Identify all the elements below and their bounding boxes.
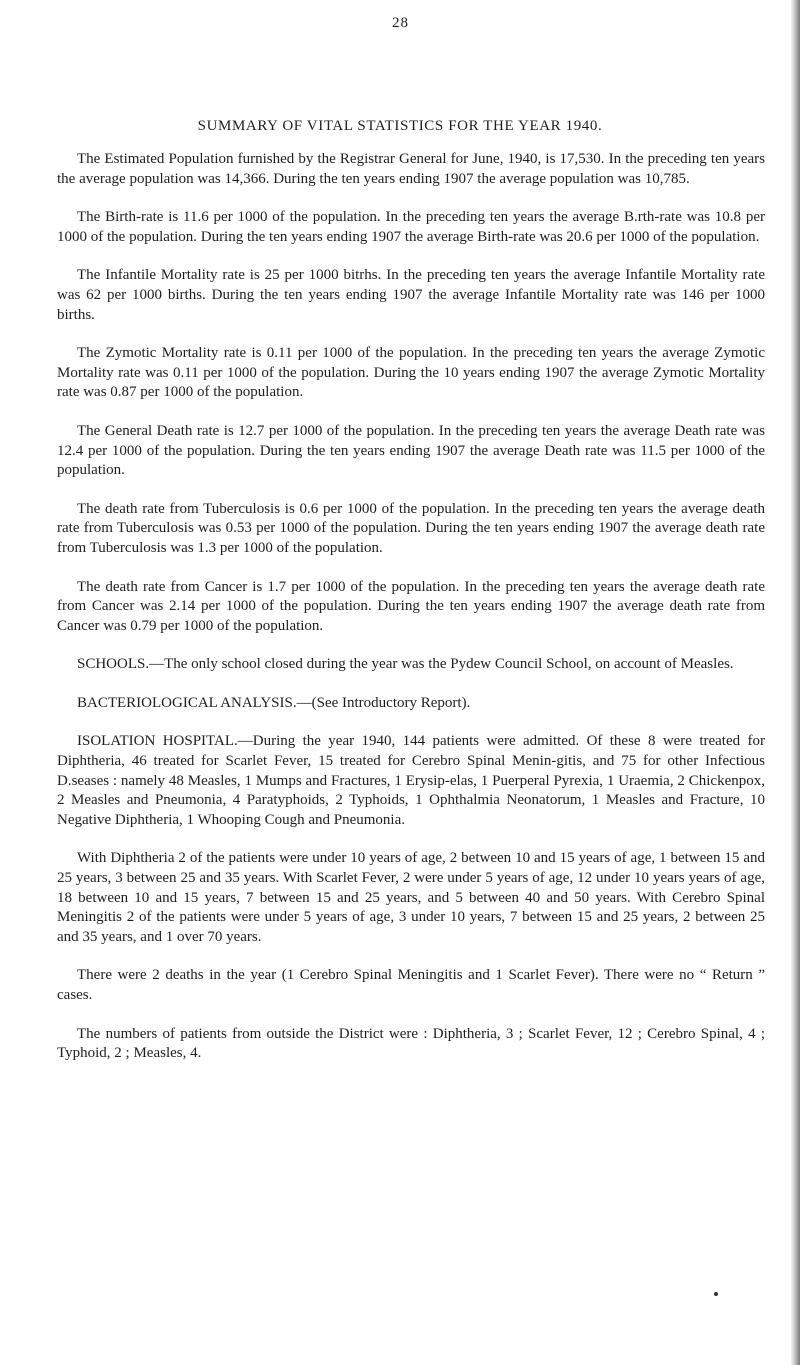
paragraph-isolation-hospital: ISOLATION HOSPITAL.—During the year 1940, 144 patients were admitted. Of these 8 were treated for Diphtheria, 46 treated for Scarlet Fever, 15 treated for Cerebro Spinal Menin-gitis, and 75 for other Infectious D.seases : namely 48 Measles, 1 Mumps and Fractures, 1 Erysip-elas, 1 Puerperal Pyrexia, 1 Uraemia, 2 Chickenpox, 2 Measles and Pneumonia, 4 Paratyphoids, 2 Typhoids, 1 Ophthalmia Neonatorum, 1 Measles and Fracture, 10 Negative Diphtheria, 1 Whooping Cough and Pneumonia. bbox=[57, 733, 765, 828]
paragraph-general-death-rate: The General Death rate is 12.7 per 1000 of the population. In the preceding ten years the average Death rate was 12.4 per 1000 of the population. During the ten years ending 1907 the average Death rate was 11.5 per 1000 of the population. bbox=[57, 422, 765, 479]
paragraph-cancer: The death rate from Cancer is 1.7 per 1000 of the population. In the preceding ten years the average death rate from Cancer was 2.14 per 1000 of the population. During the ten years ending 1907 the average death rate from Cancer was 0.79 per 1000 of the population. bbox=[57, 578, 765, 634]
stray-dot-mark bbox=[714, 1292, 718, 1296]
paragraph-deaths: There were 2 deaths in the year (1 Cerebro Spinal Meningitis and 1 Scarlet Fever). There were no “ Return ” cases. bbox=[57, 967, 765, 1003]
page-number: 28 bbox=[392, 15, 409, 31]
paragraph-tuberculosis: The death rate from Tuberculosis is 0.6 per 1000 of the population. In the preceding ten years the average death rate from Tuberculosis was 0.53 per 1000 of the population. During the ten years ending 1907 the average death rate from Tuberculosis was 1.3 per 1000 of the population. bbox=[57, 500, 765, 556]
page-title: SUMMARY OF VITAL STATISTICS FOR THE YEAR 1940. bbox=[197, 118, 603, 134]
paragraph-birth-rate: The Birth-rate is 11.6 per 1000 of the population. In the preceding ten years the average B.rth-rate was 10.8 per 1000 of the population. During the ten years ending 1907 the average Birth-rate was 20.6 per 1000 of the population. bbox=[57, 209, 765, 245]
paragraph-outside-patients: The numbers of patients from outside the District were : Diphtheria, 3 ; Scarlet Fever, 12 ; Cerebro Spinal, 4 ; Typhoid, 2 ; Measles, 4. bbox=[57, 1025, 765, 1062]
paragraph-infantile-mortality: The Infantile Mortality rate is 25 per 1000 bitrhs. In the preceding ten years the average Infantile Mortality rate was 62 per 1000 births. During the ten years ending 1907 the average Infantile Mortality rate was 146 per 1000 births. bbox=[57, 267, 765, 323]
page-edge-shadow bbox=[791, 0, 800, 1365]
body-text bbox=[57, 150, 765, 1083]
paragraph-zymotic-mortality: The Zymotic Mortality rate is 0.11 per 1000 of the population. In the preceding ten years the average Zymotic Mortality rate was 0.11 per 1000 of the population. During the 10 years ending 1907 the average Zymotic Mortality rate was 0.87 per 1000 of the population. bbox=[57, 345, 765, 401]
paragraph-bacteriological-analysis: BACTERIOLOGICAL ANALYSIS.—(See Introductory Report). bbox=[77, 694, 471, 711]
paragraph-age-breakdown: With Diphtheria 2 of the patients were under 10 years of age, 2 between 10 and 15 years of age, 1 between 15 and 25 years, 3 between 25 and 35 years. With Scarlet Fever, 2 were under 5 years of age, 12 under 10 years years of age, 18 between 10 and 15 years, 7 between 15 and 25 years, and 5 between 40 and 50 years. With Cerebro Spinal Meningitis 2 of the patients were under 5 years of age, 3 under 10 years, 7 between 15 and 25 years, 2 between 25 and 35 years, and 1 over 70 years. bbox=[57, 850, 765, 945]
paragraph-schools: SCHOOLS.—The only school closed during the year was the Pydew Council School, on account of Measles. bbox=[77, 656, 734, 673]
paragraph-population: The Estimated Population furnished by the Registrar General for June, 1940, is 17,530. In the preceding ten years the average population was 14,366. During the ten years ending 1907 the average population was 10,785. bbox=[57, 151, 765, 187]
